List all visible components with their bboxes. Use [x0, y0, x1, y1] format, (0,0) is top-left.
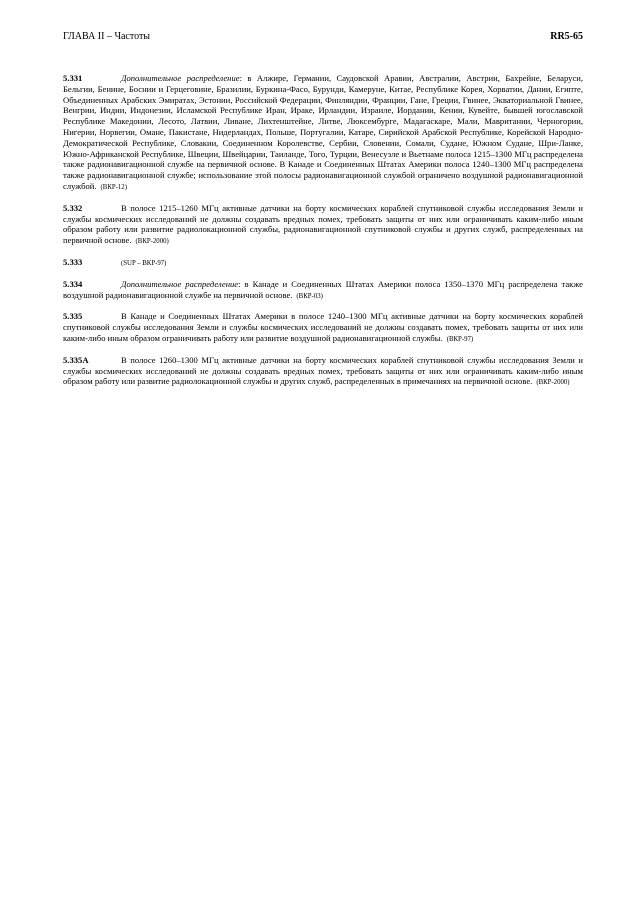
footnote-number: 5.335	[63, 311, 83, 322]
footnote-number: 5.335A	[63, 354, 89, 365]
chapter-title: ГЛАВА II – Частоты	[63, 31, 151, 42]
footnote-5-332	[63, 203, 583, 248]
footnotes-content	[63, 73, 583, 398]
footnote-5-333	[63, 257, 583, 270]
footnote-ref: (ВКР-2000)	[536, 379, 570, 387]
footnote-5-335	[63, 311, 583, 345]
footnote-number: 5.333	[63, 256, 83, 267]
footnote-intro: Дополнительное распределение	[121, 73, 240, 83]
footnote-text: : в Алжире, Германии, Саудовской Аравии, Австралии, Австрии, Бахрейне, Беларуси, Бельгии, Бенине, Боснии и Герцеговине, Бразилии, Буркина-Фасо, Бурунди, Камеруне, Китае, Республике Корея, Хорватии, Дании, Египте, Объединенных Арабских Эмиратах, Эстонии, Российской Федерации, Финляндии, Франции, Гане, Греции, Гвинее, Экваториальной Гвинее, Венгрии, Индии, Индонезии, Исламской Республике Иран, Ираке, Ирландии, Израиле, Иордании, Кении, Кувейте, бывшей югославской Республике Македонии, Лесото, Латвии, Ливане, Лихтенштейне, Литве, Люксембурге, Мадагаскаре, Мали, Мавритании, Черногории, Нигерии, Норвегии, Омане, Пакистане, Нидерландах, Польше, Португалии, Катаре, Сирийской Арабской Республике, Корейской Народно-Демократической Республике, Словакии, Соединенном Королевстве, Сербии, Словении, Сомали, Судане, Южном Судане, Шри-Ланке, Южно-Африканской Республике, Швеции, Швейцарии, Таиланде, Того, Турции, Венесуэле и Вьетнаме полоса 1215–1300 МГц распределена также радионавигационной службе на первичной основе. В Канаде и Соединенных Штатах Америки полоса 1240–1300 МГц распределена также радионавигационной службе; использование этой полосы радионавигационной службой ограничено воздушной радионавигационной службой.	[63, 73, 584, 191]
footnote-text: В полосе 1260–1300 МГц активные датчики на борту космических кораблей спутниковой службы исследования Земли и службы космических исследований не должны создавать вредных помех, требовать защиты от них или ограничивать каким-либо иным образом работу или развитие радиолокационной службы и других служб, распределенных в примечаниях на первичной основе.	[63, 354, 583, 387]
footnote-number: 5.332	[63, 202, 83, 213]
footnote-5-331	[63, 73, 583, 194]
page-header	[63, 31, 583, 45]
footnote-ref: (ВКР-12)	[100, 183, 127, 191]
footnote-5-335a	[63, 355, 583, 389]
footnote-text: В полосе 1215–1260 МГц активные датчики на борту космических кораблей спутниковой службы исследования Земли и службы космических исследований не должны создавать вредных помех, требовать защиты от них или ограничивать каким-либо иным образом работу или развитие радиолокационной службы, радионавигационной спутниковой службы и других служб, распределенных на первичной основе.	[63, 202, 583, 246]
footnote-ref: (ВКР-97)	[446, 335, 474, 343]
footnote-number: 5.334	[63, 278, 83, 289]
footnote-intro: Дополнительное распределение	[121, 278, 239, 289]
footnote-text: В Канаде и Соединенных Штатах Америки в полосе 1240–1300 МГц активные датчики на борту космических кораблей спутниковой службы исследования Земли и службы космических исследований не должны создавать помех, требовать защиты от них или каким-либо иным образом ограничивать работу или развитие воздушной радионавигационной службы.	[63, 311, 583, 343]
footnote-5-334	[63, 279, 583, 303]
footnote-number: 5.331	[63, 73, 83, 83]
footnote-ref: (ВКР-03)	[296, 292, 323, 300]
footnote-text: : в Канаде и Соединенных Штатах Америки полоса 1350–1370 МГц распределена также воздушной радионавигационной службе на первичной основе.	[63, 278, 583, 300]
page-number: RR5-65	[550, 31, 583, 42]
footnote-ref: (SUP – ВКР-97)	[121, 259, 167, 267]
footnote-ref: (ВКР-2000)	[135, 238, 169, 246]
